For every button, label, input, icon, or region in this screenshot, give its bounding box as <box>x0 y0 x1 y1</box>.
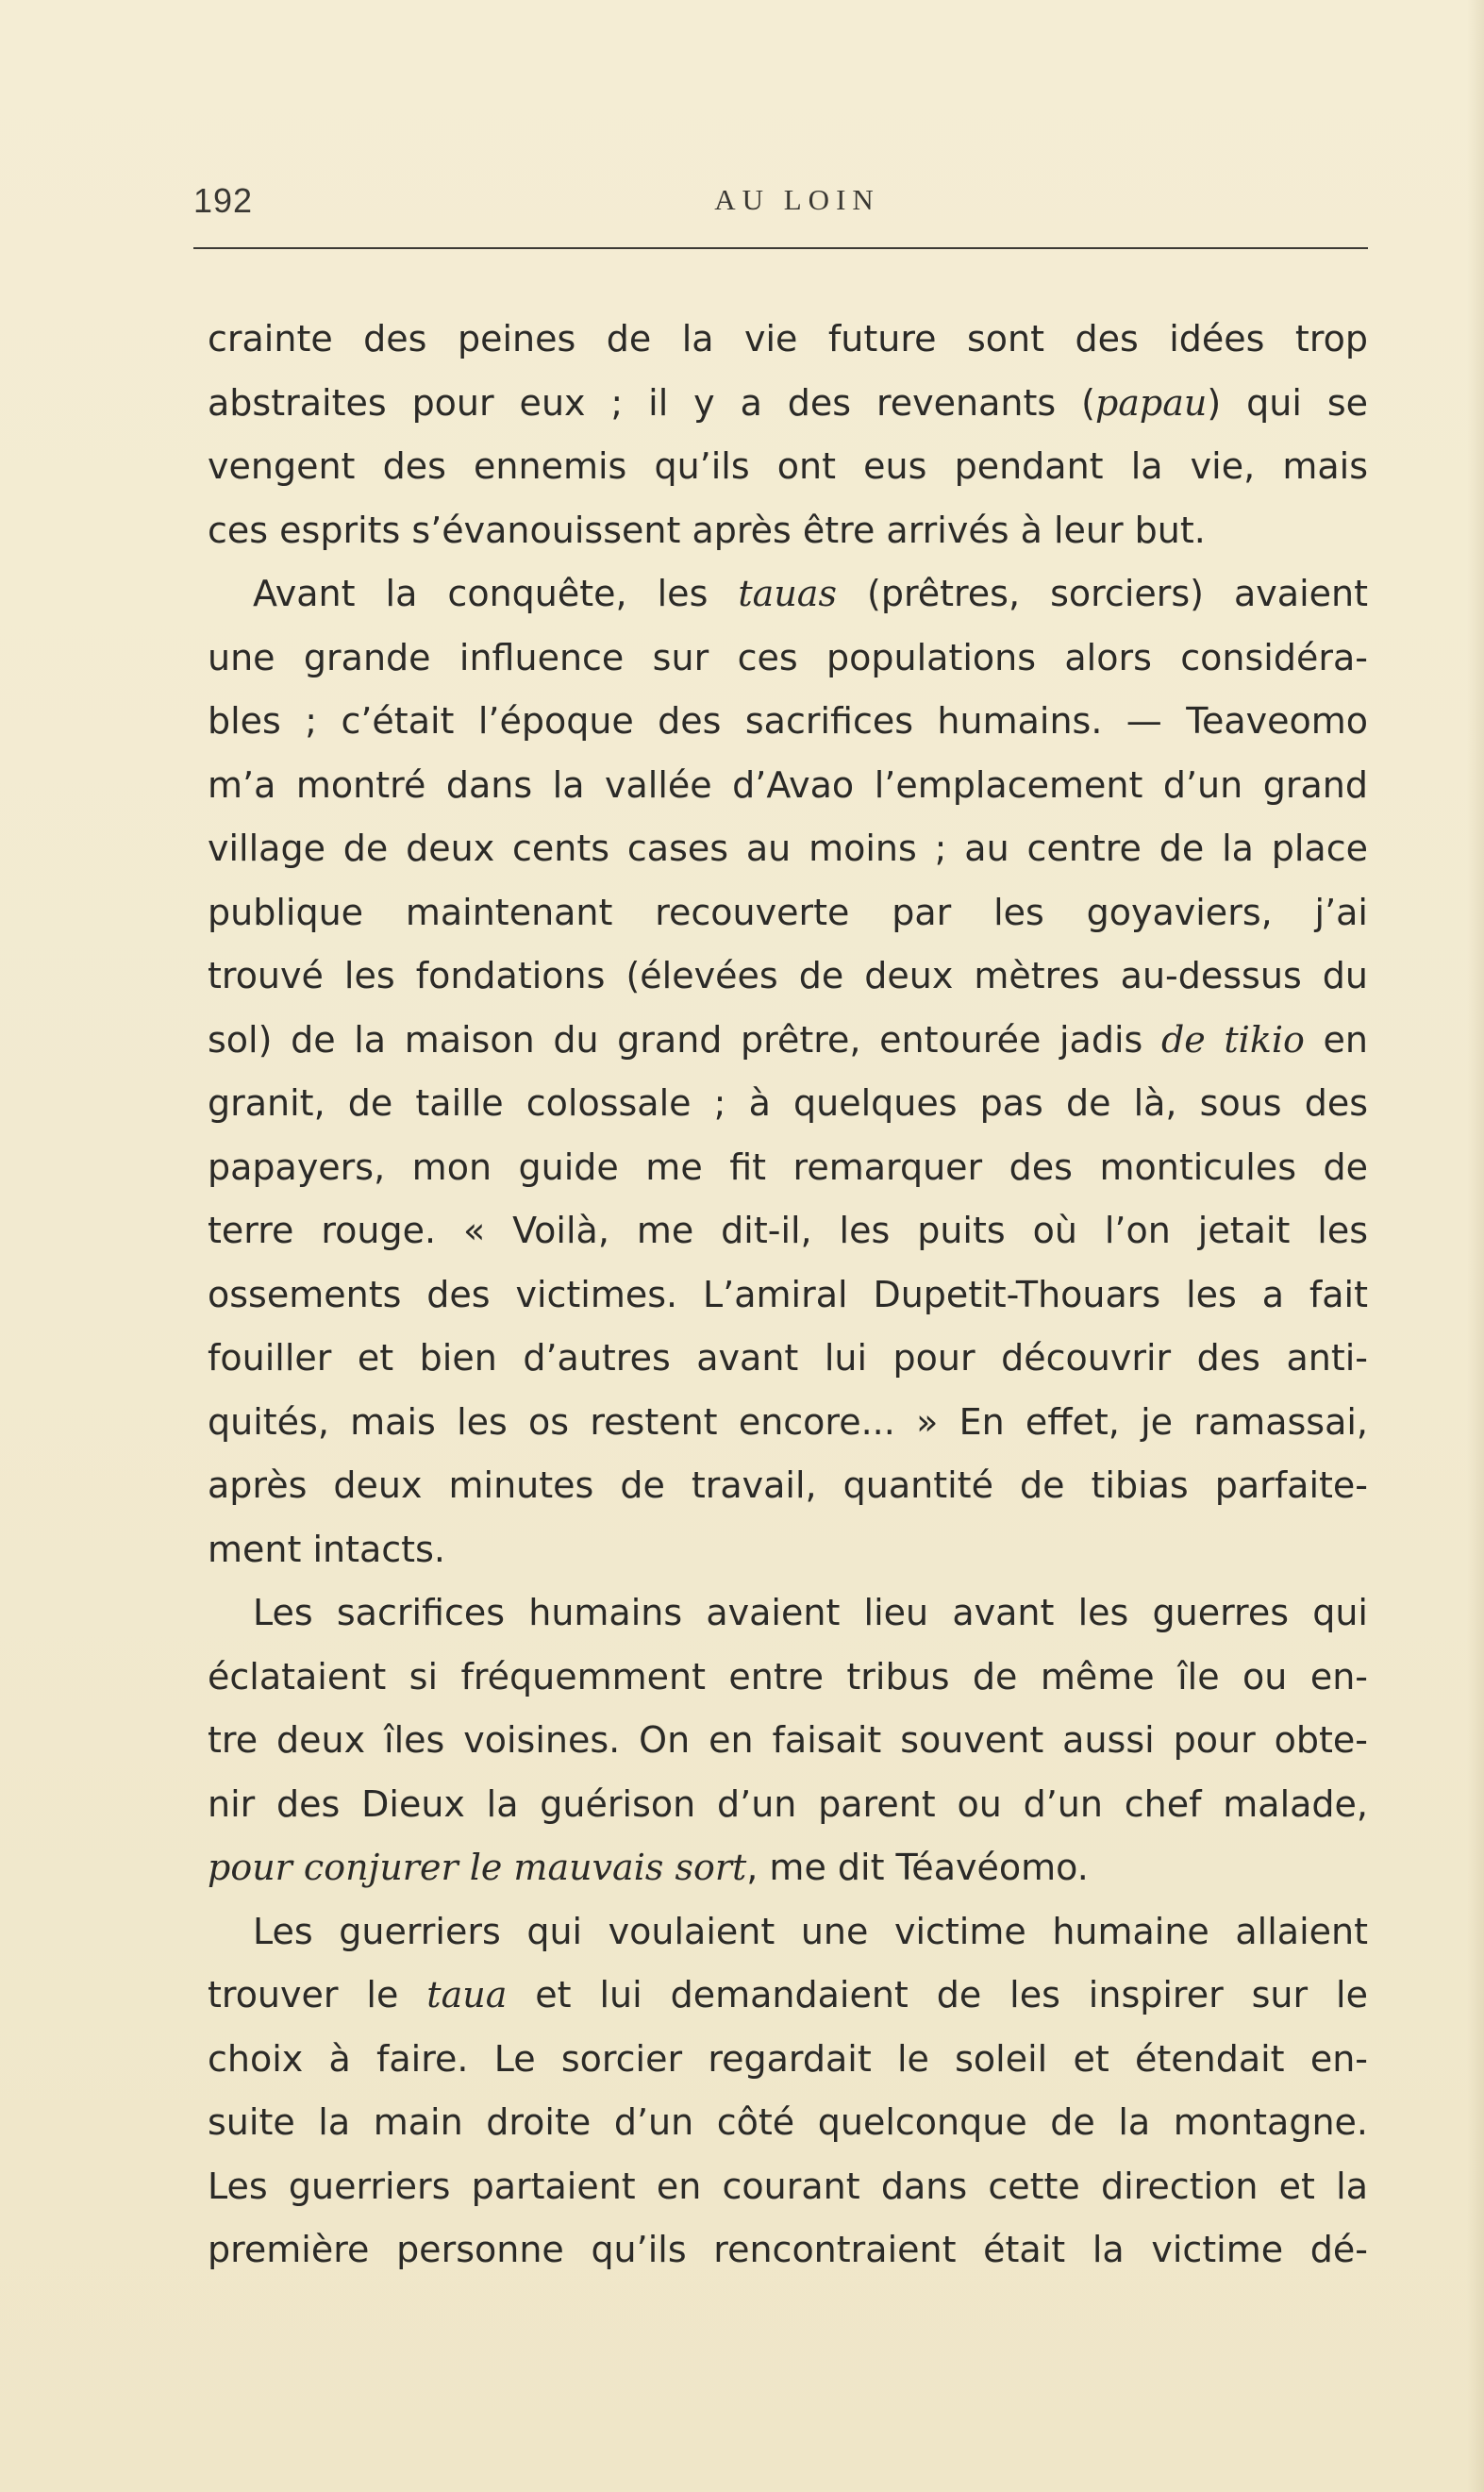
text-line: ossements des victimes. L’amiral Dupetit-Thouars les a fait <box>208 1273 1368 1315</box>
text-line: trouvé les fondations (élevées de deux mètres au-dessus du <box>208 955 1368 996</box>
page-number: 192 <box>193 181 254 220</box>
text-line: bles ; c’était l’époque des sacrifices humains. — Teaveomo <box>208 700 1368 742</box>
italic-term: de tikio <box>1160 1018 1305 1061</box>
text-line: fouiller et bien d’autres avant lui pour découvrir des anti- <box>208 1337 1368 1379</box>
text-line: Avant la conquête, les tauas (prêtres, sorciers) avaient <box>253 573 1369 614</box>
text-line: abstraites pour eux ; il y a des revenants (papau) qui se <box>208 381 1368 424</box>
text-line: première personne qu’ils rencontraient était la victime dé- <box>208 2229 1368 2270</box>
text-line: Les sacrifices humains avaient lieu avant les guerres qui <box>253 1592 1368 1633</box>
italic-term: papau <box>1094 381 1208 424</box>
text-line: granit, de taille colossale ; à quelques pas de là, sous des <box>208 1082 1368 1124</box>
text-line: Les guerriers partaient en courant dans cette direction et la <box>208 2165 1368 2207</box>
italic-term: tauas <box>738 573 837 614</box>
text-line: quités, mais les os restent encore... » En effet, je ramassai, <box>208 1400 1368 1443</box>
text-line: choix à faire. Le sorcier regardait le soleil et étendait en- <box>208 2037 1368 2080</box>
text-line: pour conjurer le mauvais sort, me dit Téavéomo. <box>208 1847 1089 1888</box>
text-line: nir des Dieux la guérison d’un parent ou d’un chef malade, <box>208 1782 1368 1825</box>
header-rule <box>193 247 1368 249</box>
text-line: éclataient si fréquemment entre tribus de même île ou en- <box>208 1655 1368 1698</box>
text-line: suite la main droite d’un côté quelconque de la montagne. <box>208 2101 1368 2143</box>
page-header <box>193 181 1368 228</box>
text-line: crainte des peines de la vie future sont des idées trop <box>208 318 1368 360</box>
text-line: publique maintenant recouverte par les goyaviers, j’ai <box>208 891 1368 933</box>
text-line: une grande influence sur ces populations alors considéra- <box>208 636 1368 678</box>
text-line: ment intacts. <box>208 1528 445 1570</box>
text-line: trouver le taua et lui demandaient de les inspirer sur le <box>208 1974 1368 2015</box>
italic-term: pour conjurer le mauvais sort <box>208 1847 747 1888</box>
text-line: vengent des ennemis qu’ils ont eus pendant la vie, mais <box>208 445 1368 487</box>
page-edge-shadow <box>1467 0 1484 2492</box>
running-title: AU LOIN <box>714 183 880 216</box>
text-line: Les guerriers qui voulaient une victime humaine allaient <box>253 1910 1368 1952</box>
text-line: après deux minutes de travail, quantité de tibias parfaite- <box>208 1464 1368 1506</box>
text-line: papayers, mon guide me fit remarquer des monticules de <box>208 1146 1368 1188</box>
text-line: sol) de la maison du grand prêtre, entourée jadis de tikio en <box>208 1018 1368 1061</box>
body-text <box>208 308 1368 2283</box>
italic-term: taua <box>426 1974 508 2015</box>
text-line: terre rouge. « Voilà, me dit-il, les puits où l’on jetait les <box>208 1210 1368 1251</box>
text-line: village de deux cents cases au moins ; au centre de la place <box>208 828 1368 869</box>
text-line: tre deux îles voisines. On en faisait souvent aussi pour obte- <box>208 1719 1368 1761</box>
text-line: ces esprits s’évanouissent après être arrivés à leur but. <box>208 509 1206 551</box>
text-line: m’a montré dans la vallée d’Avao l’emplacement d’un grand <box>208 763 1368 806</box>
